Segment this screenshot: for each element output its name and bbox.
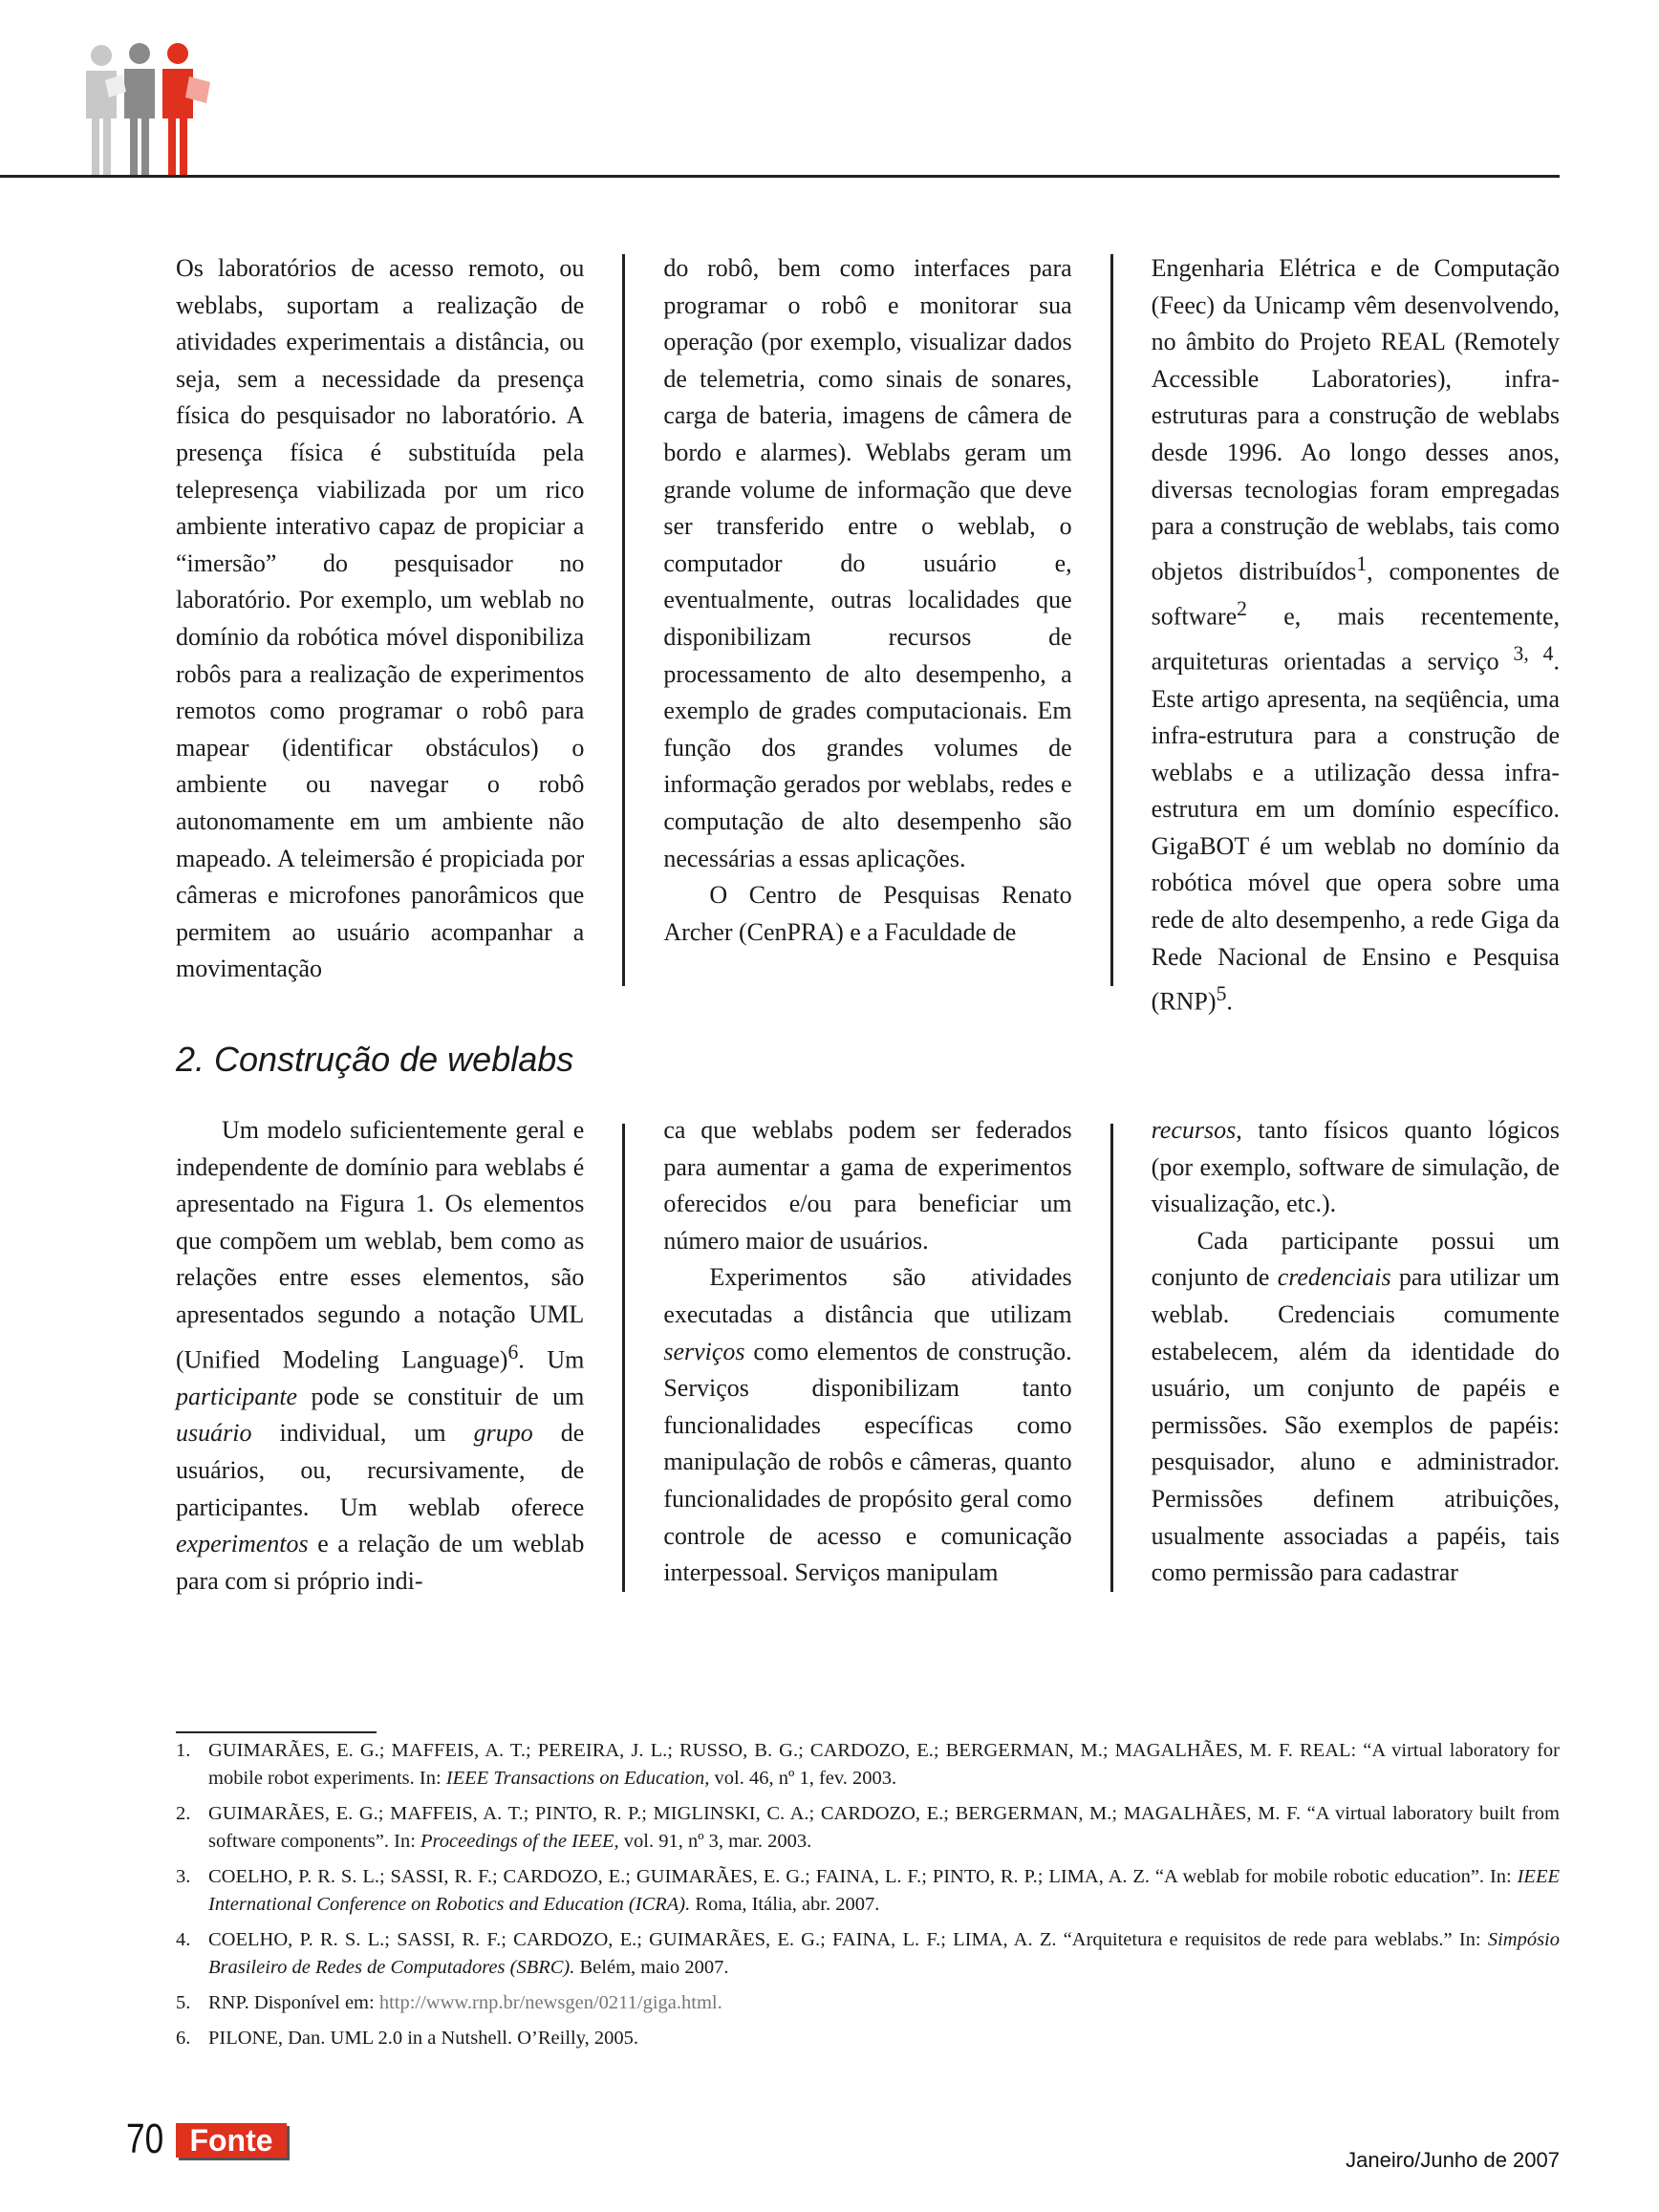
section-title: 2. Construção de weblabs [176, 1040, 574, 1079]
header-rule [0, 175, 1560, 178]
intro-column-1 [176, 250, 584, 1021]
paragraph: Engenharia Elétrica e de Computação (Feec) da Unicamp vêm desenvolvendo, no âmbito do Projeto REAL (Remotely Accessible Laboratories), infra-estruturas para a construção de weblabs desde 1996. Ao longo desses anos, diversas tecnologias foram empregadas para a construção de weblabs, tais como objetos distribuídos$^1$, componentes de software$^2$ e, mais recentemente, arquiteturas orientadas a serviço $^{3, 4}$. Este artigo apresenta, na seqüência, uma infra-estrutura para a construção de weblabs e a utilização dessa infra-estrutura em um domínio específico. GigaBOT é um weblab no domínio da robótica móvel que opera sobre uma rede de alto desempenho, a rede Giga da Rede Nacional de Ensino e Pesquisa (RNP)$^5$. [1151, 254, 1560, 1016]
paragraph: Experimentos são atividades executadas a distância que utilizam serviços como elementos de construção. Serviços disponibilizam tanto funcionalidades específicas como manipulação de robôs e câmeras, quanto funcionalidades de propósito geral como controle de acesso e comunicação interpessoal. Serviços manipulam [663, 1263, 1072, 1587]
page-number: 70 [126, 2115, 164, 2162]
footnote-ref[interactable]: 6 [507, 1340, 519, 1364]
three-people-icon [76, 42, 220, 178]
column-divider [622, 254, 625, 986]
section-column-3 [1152, 1112, 1560, 1600]
paragraph: Cada participante possui um conjunto de credenciais para utilizar um weblab. Credenciais comumente estabelecem, além da identidade do usuário, um conjunto de papéis e permissões. São exemplos de papéis: pesquisador, aluno e administrador. Permissões definem atribuições, usualmente associadas a papéis, tais como permissão para cadastrar [1151, 1226, 1560, 1587]
footnote-ref[interactable]: 2 [1237, 597, 1247, 620]
footnote-link[interactable]: http://www.rnp.br/newsgen/0211/giga.html. [378, 1992, 722, 2013]
footnotes [176, 1737, 1560, 2060]
paragraph: ca que weblabs podem ser federados para aumentar a gama de experimentos oferecidos e/ou para beneficiar um número maior de usuários. [663, 1116, 1072, 1255]
paragraph: do robô, bem como interfaces para programar o robô e monitorar sua operação (por exemplo, visualizar dados de telemetria, como sinais de sonares, carga de bateria, imagens de câmera de bordo e alarmes). Weblabs geram um grande volume de informação que deve ser transferido entre o weblab, o computador do usuário e, eventualmente, outras localidades que disponibilizam recursos de processamento de alto desempenho, a exemplo de grades computacionais. Em função dos grandes volumes de informação gerados por weblabs, redes e computação de alto desempenho são necessárias a essas aplicações. [663, 254, 1072, 872]
footnote-2: 2. GUIMARÃES, E. G.; MAFFEIS, A. T.; PINTO, R. P.; MIGLINSKI, C. A.; CARDOZO, E.; BERGERMAN, M.; MAGALHÃES, M. F. “A virtual laboratory built from software components”. In: Proceedings of the IEEE, vol. 91, nº 3, mar. 2003. [176, 1803, 1560, 1852]
footnote-5: 5. RNP. Disponível em: http://www.rnp.br/newsgen/0211/giga.html. [176, 1992, 722, 2013]
section-column-1 [176, 1112, 584, 1600]
paragraph: O Centro de Pesquisas Renato Archer (CenPRA) e a Faculdade de [663, 881, 1072, 946]
issue-date: Janeiro/Junho de 2007 [1346, 2148, 1560, 2172]
footnote-3: 3. COELHO, P. R. S. L.; SASSI, R. F.; CARDOZO, E.; GUIMARÃES, E. G.; FAINA, L. F.; PINTO, R. P.; LIMA, A. Z. “A weblab for mobile robotic education”. In: IEEE International Conference on Robotics and Education (ICRA). Roma, Itália, abr. 2007. [176, 1866, 1560, 1915]
magazine-logo: Fonte [176, 2123, 287, 2158]
footnote-6: 6. PILONE, Dan. UML 2.0 in a Nutshell. O’Reilly, 2005. [176, 2028, 638, 2049]
footnote-4: 4. COELHO, P. R. S. L.; SASSI, R. F.; CARDOZO, E.; GUIMARÃES, E. G.; FAINA, L. F.; LIMA, A. Z. “Arquitetura e requisitos de rede para weblabs.” In: Simpósio Brasileiro de Redes de Computadores (SBRC). Belém, maio 2007. [176, 1929, 1560, 1978]
section-column-2 [663, 1112, 1071, 1600]
paragraph: Os laboratórios de acesso remoto, ou weblabs, suportam a realização de atividades experimentais a distância, ou seja, sem a necessidade da presença física do pesquisador no laboratório. A presença física é substituída pela telepresença viabilizada por um rico ambiente interativo capaz de propiciar a “imersão” do pesquisador no laboratório. Por exemplo, um weblab no domínio da robótica móvel disponibiliza robôs para a realização de experimentos remotos como programar o robô para mapear (identificar obstáculos) o ambiente ou navegar o robô autonomamente em um ambiente não mapeado. A teleimersão é propiciada por câmeras e microfones panorâmicos que permitem ao usuário acompanhar a movimentação [176, 254, 585, 983]
intro-column-2 [663, 250, 1071, 1021]
paragraph: recursos, tanto físicos quanto lógicos (por exemplo, software de simulação, de visualização, etc.). [1151, 1116, 1560, 1218]
footnote-ref[interactable]: 1 [1356, 551, 1368, 575]
footnote-ref[interactable]: 5 [1216, 982, 1227, 1006]
paragraph: Um modelo suficientemente geral e independente de domínio para weblabs é apresentado na Figura 1. Os elementos que compõem um weblab, bem como as relações entre esses elementos, são apresentados segundo a notação UML (Unified Modeling Language)$^6$. Um participante pode se constituir de um usuário individual, um grupo de usuários, ou, recursivamente, de participantes. Um weblab oferece experimentos e a relação de um weblab para com si próprio indi- [176, 1116, 585, 1595]
column-divider [1110, 1124, 1113, 1592]
intro-columns [176, 250, 1560, 1021]
column-divider [622, 1124, 625, 1592]
intro-column-3 [1152, 250, 1560, 1021]
column-divider [1110, 254, 1113, 986]
footnote-1: 1. GUIMARÃES, E. G.; MAFFEIS, A. T.; PEREIRA, J. L.; RUSSO, B. G.; CARDOZO, E.; BERGERMAN, M.; MAGALHÃES, M. F. REAL: “A virtual laboratory for mobile robot experiments. In: IEEE Transactions on Education, vol. 46, nº 1, fev. 2003. [176, 1740, 1560, 1789]
footnote-rule [176, 1731, 377, 1733]
footnote-ref[interactable]: 3, 4 [1498, 642, 1554, 666]
section-columns [176, 1112, 1560, 1600]
